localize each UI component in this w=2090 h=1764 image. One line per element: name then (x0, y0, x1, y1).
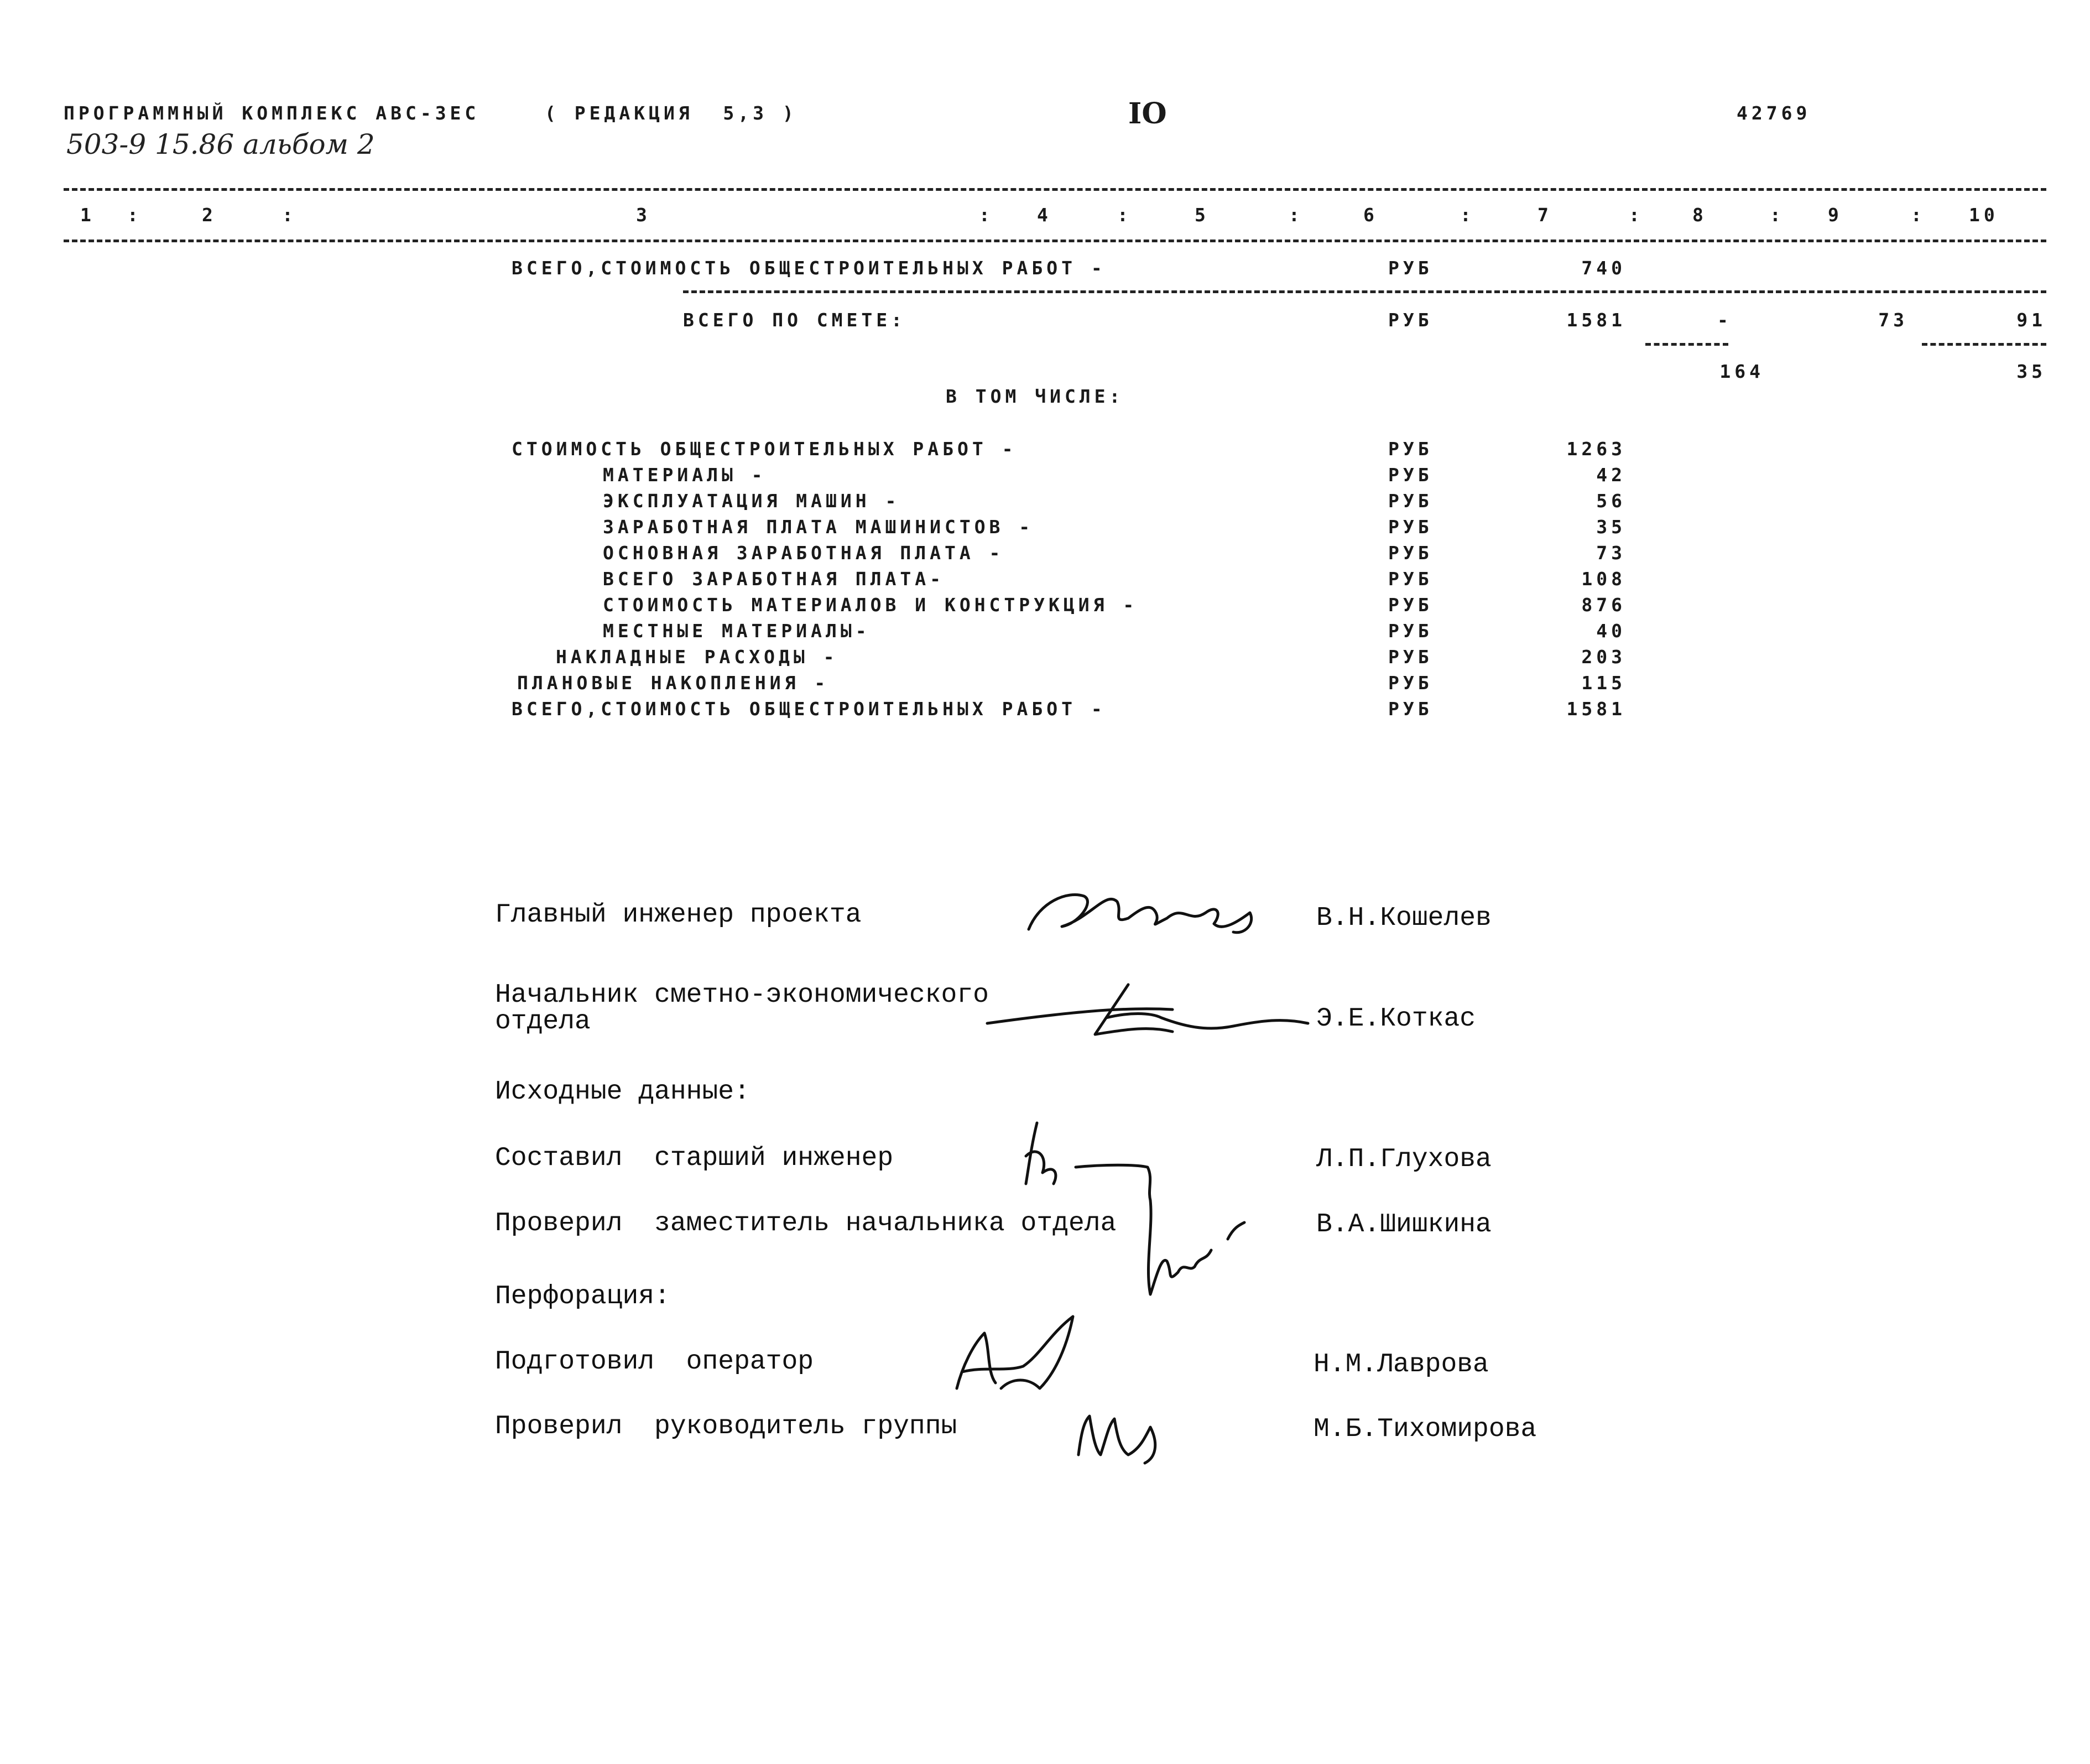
section-heading-perforation: Перфорация: (495, 1282, 670, 1312)
breakdown-label: ВСЕГО,СТОИМОСТЬ ОБЩЕСТРОИТЕЛЬНЫХ РАБОТ - (512, 698, 1106, 720)
document-number: 42769 (1737, 102, 1811, 124)
signature-role: Подготовил оператор (495, 1347, 814, 1377)
breakdown-value: 35 (1596, 516, 1626, 538)
signature-mark-lavrova (940, 1311, 1084, 1399)
total-estimate-label: ВСЕГО ПО СМЕТЕ: (683, 309, 906, 331)
signature-name: Н.М.Лаврова (1314, 1350, 1489, 1380)
col10-underline (1922, 343, 2046, 346)
signature-role: Главный инженер проекта (495, 900, 862, 930)
breakdown-unit: РУБ (1388, 620, 1433, 642)
breakdown-label: МАТЕРИАЛЫ - (603, 464, 767, 486)
section-heading-source-data: Исходные данные: (495, 1077, 750, 1107)
column-separator: : (1629, 204, 1644, 226)
breakdown-label: ЗАРАБОТНАЯ ПЛАТА МАШИНИСТОВ - (603, 516, 1034, 538)
breakdown-label: ВСЕГО ЗАРАБОТНАЯ ПЛАТА- (603, 568, 945, 590)
breakdown-unit: РУБ (1388, 490, 1433, 512)
breakdown-unit: РУБ (1388, 646, 1433, 668)
column-separator: : (1911, 204, 1926, 226)
signature-mark-koshelev (1023, 880, 1278, 940)
column-separator: : (127, 204, 142, 226)
total-estimate-col10-top: 91 (2016, 309, 2046, 331)
signature-name: Э.Е.Коткас (1316, 1004, 1476, 1034)
breakdown-value: 73 (1596, 542, 1626, 564)
breakdown-unit: РУБ (1388, 568, 1433, 590)
col8-underline (1645, 343, 1728, 346)
column-header-8: 8 (1692, 204, 1707, 226)
breakdown-value: 1581 (1566, 698, 1626, 720)
column-header-3: 3 (636, 204, 651, 226)
breakdown-label: МЕСТНЫЕ МАТЕРИАЛЫ- (603, 620, 871, 642)
breakdown-label: ПЛАНОВЫЕ НАКОПЛЕНИЯ - (517, 672, 830, 694)
signature-name: В.Н.Кошелев (1316, 903, 1492, 933)
column-header-4: 4 (1037, 204, 1052, 226)
breakdown-value: 40 (1596, 620, 1626, 642)
page-number: IO (1128, 97, 1167, 131)
breakdown-unit: РУБ (1388, 542, 1433, 564)
signature-name: М.Б.Тихомирова (1314, 1414, 1537, 1444)
handwritten-album-note: 503-9 15.86 альбом 2 (66, 128, 375, 160)
breakdown-value: 1263 (1566, 438, 1626, 460)
breakdown-unit: РУБ (1388, 672, 1433, 694)
breakdown-label: НАКЛАДНЫЕ РАСХОДЫ - (556, 646, 838, 668)
column-header-5: 5 (1195, 204, 1210, 226)
breakdown-value: 115 (1581, 672, 1626, 694)
breakdown-unit: РУБ (1388, 464, 1433, 486)
column-header-6: 6 (1363, 204, 1378, 226)
signature-role: Проверил руководитель группы (495, 1412, 957, 1442)
including-label: В ТОМ ЧИСЛЕ: (946, 386, 1124, 407)
signature-role: Составил старший инженер (495, 1143, 894, 1173)
breakdown-unit: РУБ (1388, 438, 1433, 460)
breakdown-value: 876 (1581, 594, 1626, 616)
signature-mark-shishkina (1134, 1195, 1255, 1300)
total-estimate-col8-top: - (1717, 309, 1732, 331)
breakdown-label: СТОИМОСТЬ МАТЕРИАЛОВ И КОНСТРУКЦИЯ - (603, 594, 1138, 616)
total-estimate-col8-bottom: 164 (1719, 361, 1764, 382)
signature-mark-kotkas (984, 979, 1311, 1040)
signature-mark-tikhomirova (1067, 1394, 1178, 1466)
column-header-10: 10 (1969, 204, 1999, 226)
breakdown-value: 203 (1581, 646, 1626, 668)
signature-name: Л.П.Глухова (1316, 1144, 1492, 1174)
total-estimate-value: 1581 (1566, 309, 1626, 331)
breakdown-label: ЭКСПЛУАТАЦИЯ МАШИН - (603, 490, 900, 512)
breakdown-label: ОСНОВНАЯ ЗАРАБОТНАЯ ПЛАТА - (603, 542, 1004, 564)
header-bottom-rule (64, 240, 2046, 242)
column-separator: : (1770, 204, 1785, 226)
breakdown-unit: РУБ (1388, 594, 1433, 616)
breakdown-value: 42 (1596, 464, 1626, 486)
breakdown-value: 108 (1581, 568, 1626, 590)
total-works-value: 740 (1581, 257, 1626, 279)
program-title: ПРОГРАММНЫЙ КОМПЛЕКС АВС-3ЕС (64, 102, 480, 124)
breakdown-unit: РУБ (1388, 698, 1433, 720)
column-separator: : (1117, 204, 1132, 226)
column-separator: : (979, 204, 994, 226)
breakdown-unit: РУБ (1388, 516, 1433, 538)
header-top-rule (64, 188, 2046, 191)
total-estimate-col9: 73 (1878, 309, 1908, 331)
total-separator-rule (683, 290, 2046, 293)
total-works-unit: РУБ (1388, 257, 1433, 279)
column-header-2: 2 (202, 204, 217, 226)
signature-mark-glukhova (1004, 1112, 1170, 1200)
column-separator: : (282, 204, 297, 226)
column-header-7: 7 (1537, 204, 1552, 226)
total-works-label: ВСЕГО,СТОИМОСТЬ ОБЩЕСТРОИТЕЛЬНЫХ РАБОТ - (512, 257, 1106, 279)
column-separator: : (1289, 204, 1304, 226)
column-separator: : (1460, 204, 1475, 226)
breakdown-value: 56 (1596, 490, 1626, 512)
signature-name: В.А.Шишкина (1316, 1210, 1492, 1240)
edition-label: ( РЕДАКЦИЯ 5,3 ) (545, 102, 798, 124)
breakdown-label: СТОИМОСТЬ ОБЩЕСТРОИТЕЛЬНЫХ РАБОТ - (512, 438, 1017, 460)
column-header-9: 9 (1828, 204, 1843, 226)
signature-role: Начальник сметно-экономического отдела (495, 980, 989, 1037)
signature-role: Проверил заместитель начальника отдела (495, 1209, 1117, 1239)
total-estimate-unit: РУБ (1388, 309, 1433, 331)
column-header-1: 1 (80, 204, 95, 226)
total-estimate-col10-bottom: 35 (2016, 361, 2046, 382)
